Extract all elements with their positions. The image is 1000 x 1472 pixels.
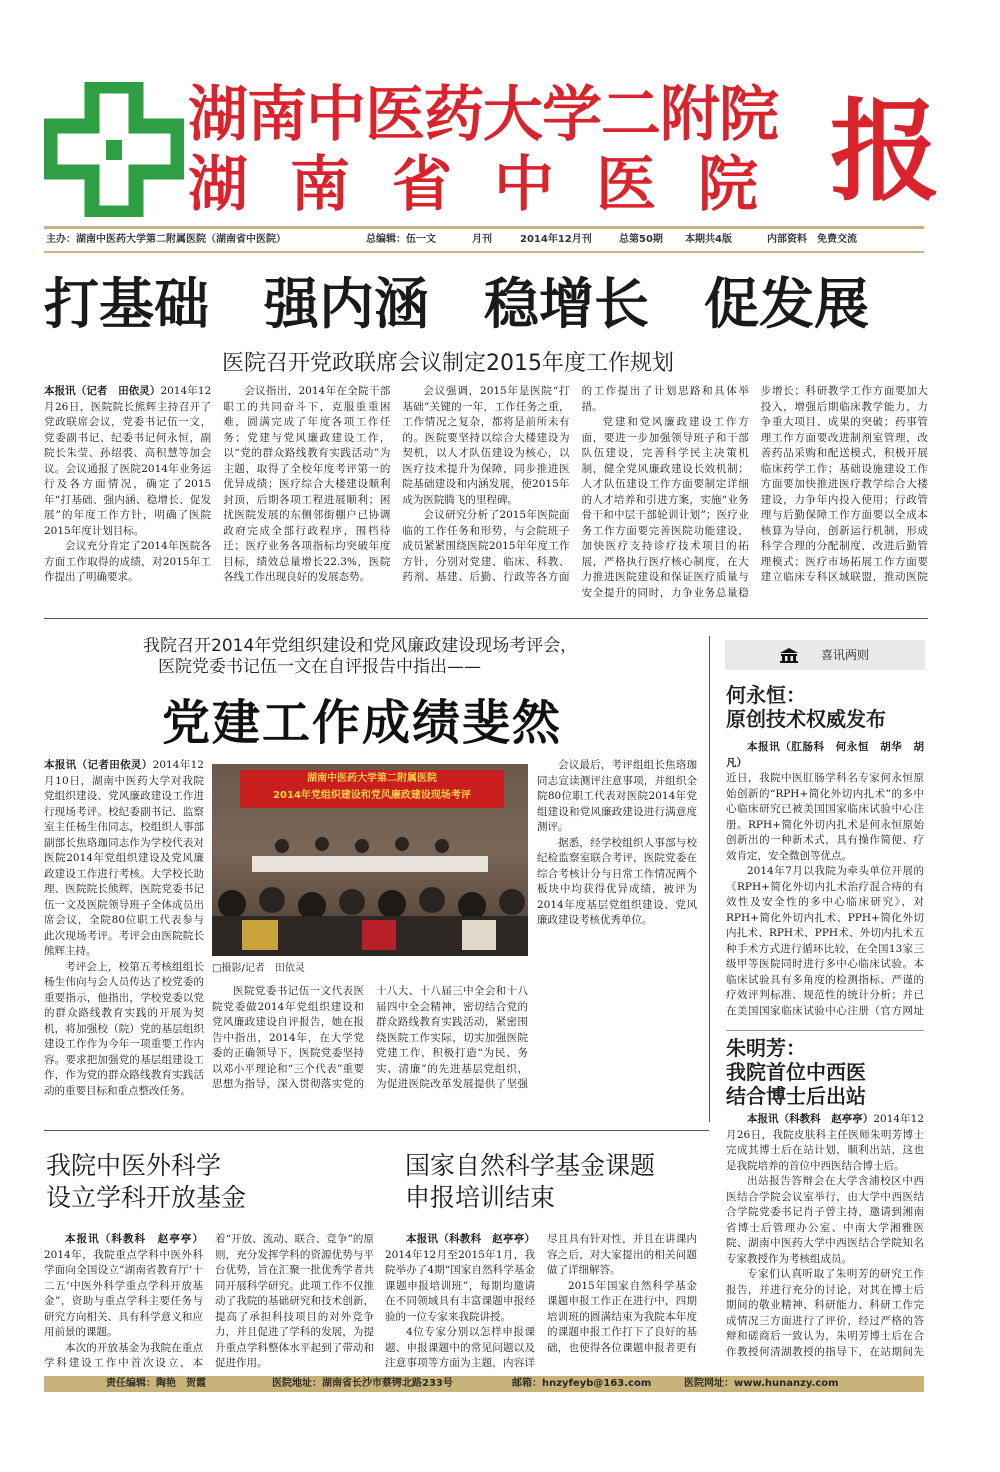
info-sponsor: 主办：湖南中医药大学第二附属医院（湖南省中医院） [46,234,286,245]
party-story-paragraph: 考评会上，校第五考核组组长杨生伟向与会人员传达了校党委的重要指示，他指出，学校党委以党的群众路线教育实践的开展为契机，将加强校（院）党的基层组织建设工作作为今年一项重要工作内容。要求把加强党的基层组建设工作，作为党的群众路线教育实践活动的重要目标和重点整改任务。 [44,960,204,1097]
sidebar-label: 喜讯两则 [821,648,870,662]
photo-caption: □摄影/记者 田依灵 [212,963,305,974]
bottom-left-byline: 本报讯（科教科 赵亭亭） [65,1233,203,1245]
bottom-mid-paragraph: 4位专家分别以怎样申报课题、申报课题中的常见问题以及注意事项等方面为主题，内容详尽且具有针对性，并且在讲课内容之后，对大家提出的相关问题做了详细解答。 [385,1233,697,1369]
lead-story-paragraph: 2014年12月26日，医院院长熊辉主持召开了党政联席会议，党委书记伍一文，党委副书记、纪委书记何永恒，副院长朱莹、孙绍裘、高积慧等加会议。会议通报了医院2014年业务运行及各方面情况，确定了2015年“打基础、强内涵、稳增长、促发展”的年度工作方针，明确了医院2015年度计划目标。 [44,385,212,537]
column-divider [709,636,710,1122]
story1-byline: 本报讯（肛肠科 何永恒 胡华 胡凡） [726,741,924,769]
story2-title-line1: 朱明芳： [726,1036,806,1060]
party-story-col1 [44,758,204,1112]
story2-title-line2: 我院首位中西医 [726,1060,866,1084]
bottom-left-body [44,1232,374,1374]
party-story-paragraph: 医院党委书记伍一文代表医院党委做2014年党组织建设和党风廉政建设自评报告，她在报告中指出，2014年，在大学党委的正确领导下，医院党委坚持以邓小平理论和“三个代表”重要思想为指导，深入贯彻落实党的十八大、十八届三中全会和十八届四中全会精神，密切结合党的群众路线教育实践活动，紧密围绕医院工作实际，切实加强医院党建工作，积极打造“为民、务实、清廉”的先进基层党组织，为促进医院改革发展提供了坚强 [212,985,528,1090]
info-date: 2014年12月刊 [520,234,592,245]
story1-title-line2: 原创技术权威发布 [726,707,886,731]
story2-byline: 本报讯（科教科 赵亭亭） [747,1113,874,1125]
bottom-left-title-line1: 我院中医外科学 [46,1151,222,1180]
section-divider [44,618,928,619]
party-story-col2 [212,984,528,1106]
story2-paragraph: 专家们认真听取了朱明芳的研究工作报告，并进行充分的讨论，对其在博士后期间的敬业精神、科研能力、科研工作完成情况三方面进行了评价，经过严格的答辩和磋商后一致认为，朱明芳博士后在合作教授何清湖教授的指导下，在站期间先 [726,1268,924,1358]
lead-story-paragraph: 党建和党风廉政建设工作方面，要进一步加强领导班子和干部队伍建设，完善科学民主决策机制，健全党风廉政建设长效机制；人才队伍建设工作方面要制定详细的人才培养和引进方案，实施“业务骨干和中层干部轮训计划”；医疗业务工作方面要完善医院功能建设，加快医疗支持诊疗技术项目的拓展，严格执行医疗核心制度，在大力推进医院建设和保证医疗质量与安全提升的同时，力争业务总量稳步增长；科研教学工作方面要加大投入，增强后期临床教学能力，力争重大项目、成果的突破；药事管理工作方面要改进制剂室管理，改善药品采购和配送模式，积极开展临床药学工作；基础设施建设工作方面要加快推进医疗教学综合大楼建设，力争年内投入使用；行政管理与后勤保障工作方面要以全成本核算为导向，创新运行机制，形成科学合理的分配制度，改进后勤管理模式；医疗市场拓展工作方面要建立临床专科区域联盟，推动医院 [581,385,928,599]
footer-bar [44,1376,924,1392]
bottom-mid-paragraph: 2014年12月至2015年1月，我院举办了4期“国家自然科学基金课题申报培训班”，每期均邀请在不同领域具有丰富课题申报经验的一位专家来我院讲授。 [385,1248,535,1323]
party-story-paragraph: 据悉，经学校组织人事部与校纪检监察室联合考评，医院党委在综合考核计分与日常工作情况两个板块中均获得优异成绩，被评为2014年度基层党组织建设、党风廉政建设考核优秀单位。 [537,836,697,926]
photo-banner-line2: 2014年党组织建设和党风廉政建设现场考评 [273,790,471,801]
story1-body [726,740,924,1028]
masthead-title-line2: 湖南省中医院 [188,150,800,220]
party-story-col4 [537,758,697,1112]
story2-paragraph: 出站报告答辩会在大学含浦校区中西医结合学院会议室举行，由大学中西医结合学院党委书记肖子曾主持，邀请到湘南省博士后管理办公室、中南大学湘雅医院、湖南中医药大学中西医结合学院知名专家教授作为考核组成员。 [726,1175,924,1265]
footer-email[interactable]: 邮箱：hnzyfeyb@163.com [512,1378,652,1389]
info-note: 内部资料 免费交流 [767,234,857,245]
party-story-paragraph: 2014年12月10日，湖南中医药大学对我院党组织建设、党风廉政建设工作进行现场考评。校纪委副书记、监察室主任杨生伟同志，校组织人事部副部长焦珞珈同志作为学校代表对医院2014年党组织建设及党风廉政建设工作进行考核。大学校长助理、医院院长熊辉，医院党委书记伍一文及医院领导班子全体成员出席会议，全院80位职工代表参与此次现场考评。考评会由医院院长熊辉主持。 [44,759,204,957]
footer-website[interactable]: 医院网址：www.hunanzy.com [684,1378,839,1389]
party-story-byline: 本报讯（记者田依灵） [44,759,153,771]
masthead-bao: 报 [830,88,940,216]
story1-paragraph: 近日，我院中医肛肠学科名专家何永恒原始创新的“RPH+简化外切内扎术”的多中心临床研究已被美国国家临床试验中心注册。RPH+简化外切内扎术是何永恒原始创新出的一种新术式，具有操作简便、疗效肯定，安全微创等优点。 [726,772,924,862]
bottom-mid-body [385,1232,697,1374]
party-story-title: 党建工作成绩斐然 [162,695,563,751]
party-story-intro-line2: 医院党委书记伍一文在自评报告中指出—— [158,657,481,677]
footer-address: 医院地址：湖南省长沙市蔡锷北路233号 [272,1378,453,1389]
lead-story-byline: 本报讯（记者 田依灵） [44,385,161,397]
bottom-left-title-line2: 设立学科开放基金 [46,1183,247,1212]
party-story-paragraph: 会议最后，考评组组长焦珞珈同志宣读测评注意事项，并组织全院80位职工代表对医院2014年党组建设和党风廉政建设进行满意度测评。 [537,759,697,833]
photo-banner-line1: 湖南中医药大学第二附属医院 [307,773,437,784]
story2-title-line3: 结合博士后出站 [726,1084,866,1108]
story1-title-line1: 何永恒： [726,683,806,707]
info-frequency: 月刊 [472,234,492,245]
info-editor: 总编辑：伍一文 [366,234,436,245]
bottom-left-paragraph: 本次的开放基金为我院在重点学科建设工作中首次设立，本着“开放、流动、联合、竞争”的原则，充分发挥学科的资源优势与平台优势，旨在汇聚一批优秀学者共同开展科学研究。此项工作不仅推动了我院的基础研究和技术创新，提高了承担科技项目的对外竞争力，并且促进了学科的发展，为提升重点学科整体水平起到了带动和促进作用。 [44,1233,374,1369]
story1-paragraph: 2014年7月以我院为牵头单位开展的《RPH+简化外切内扎术治疗混合痔的有效性及安全性的多中心临床研究》，对RPH+简化外切内扎术、PPH+简化外切内扎术、RPH术、PPH术、外切内扎术五种手术方式进行循环比较，在全国13家三级甲等医院同时进行多中心临床试验。本临床试验具有多角度的检测指标、严谨的疗效评判标准、规范性的统计分析；并已在美国国家临床试验中心注册（官方网址 [726,865,924,1017]
masthead [0,0,1000,230]
bottom-mid-title-line2: 申报培训结束 [405,1183,556,1212]
lead-story-paragraph: 会议指出，2014年在全院干部职工的共同奋斗下，克服重重困难，圆满完成了年度各项工作任务；党建与党风廉政建设工作，以“党的群众路线教育实践活动”为主题，取得了全校年度考评第一的优异成绩；医疗综合大楼建设顺利封顶，后期各项工程进展顺利；困扰医院发展的东侧邻街棚户已协调政府完成全部行政程序，围档待迁；医疗业务各项指标均突破年度目标，绩效总量增长22.3%，医院各线工作出现良好的发展态势。 [223,385,391,583]
story2-body [726,1112,924,1374]
party-photo [212,764,528,956]
bottom-mid-title-line1: 国家自然科学基金课题 [405,1151,656,1180]
info-issue: 总第50期 [619,234,663,245]
sidebar-label-box [725,640,925,670]
main-headline: 打基础 强内涵 稳增长 促发展 [44,272,870,336]
bottom-mid-byline: 本报讯（科教科 赵亭亭） [406,1233,535,1245]
lead-story-paragraph: 会议充分肯定了2014年医院各方面工作取得的成绩，对2015年工作提出了明确要求。 [44,540,212,583]
party-story-intro-line1: 我院召开2014年党组织建设和党风廉政建设现场考评会， [143,636,578,656]
bottom-mid-paragraph: 2015年国家自然科学基金课题申报工作正在进行中，四期培训班的圆满结束为我院本年度的课题申报工作打下了良好的基础，也使得各位课题申报者更有 [547,1279,697,1354]
photo-banner [240,770,504,808]
photo-audience [212,824,528,956]
lead-story-paragraph: 会议强调，2015年是医院“打基础”关键的一年，工作任务之重，工作情况之复杂，都将是前所未有的。医院要坚持以综合大楼建设为契机，以人才队伍建设为核心，以医疗技术提升为保障，同步推进医院基础建设和内涵发展，使2015年成为医院腾飞的里程碑。 [402,385,570,506]
info-bar [44,232,924,248]
footer-editors: 责任编辑：陶艳 贺霞 [106,1378,206,1389]
green-cross-logo [44,82,184,217]
bottom-divider [44,1130,709,1131]
story2-paragraph: 2014年12月26日，我院皮肤科主任医师朱明芳博士完成其博士后在站计划，顺利出站，这也是我院培养的首位中西医结合博士后。 [726,1113,924,1172]
lead-story-body [44,384,928,610]
building-icon [779,647,799,663]
masthead-title-line1: 湖南中医药大学二附院 [188,80,778,150]
main-subheadline: 医院召开党政联席会议制定2015年度工作规划 [222,351,674,376]
info-pages: 本期共4版 [685,234,732,245]
bottom-left-paragraph: 2014年，我院重点学科中医外科学面向全国设立“湖南省教育厅‘十二五’中医外科学重点学科开放基金”，资助与重点学科主要任务与研究方向相关、具有科学意义和应用前景的课题。 [44,1248,203,1338]
lead-story-paragraph: 会议研究分析了2015年医院面临的工作任务和形势，与会院班子成员紧紧围绕医院2015年年度工作方针，分别对党建、临床、科教、药剂、基建、后勤、行政等各方面的工作提出了计划思路和具体举措。 [402,385,749,583]
